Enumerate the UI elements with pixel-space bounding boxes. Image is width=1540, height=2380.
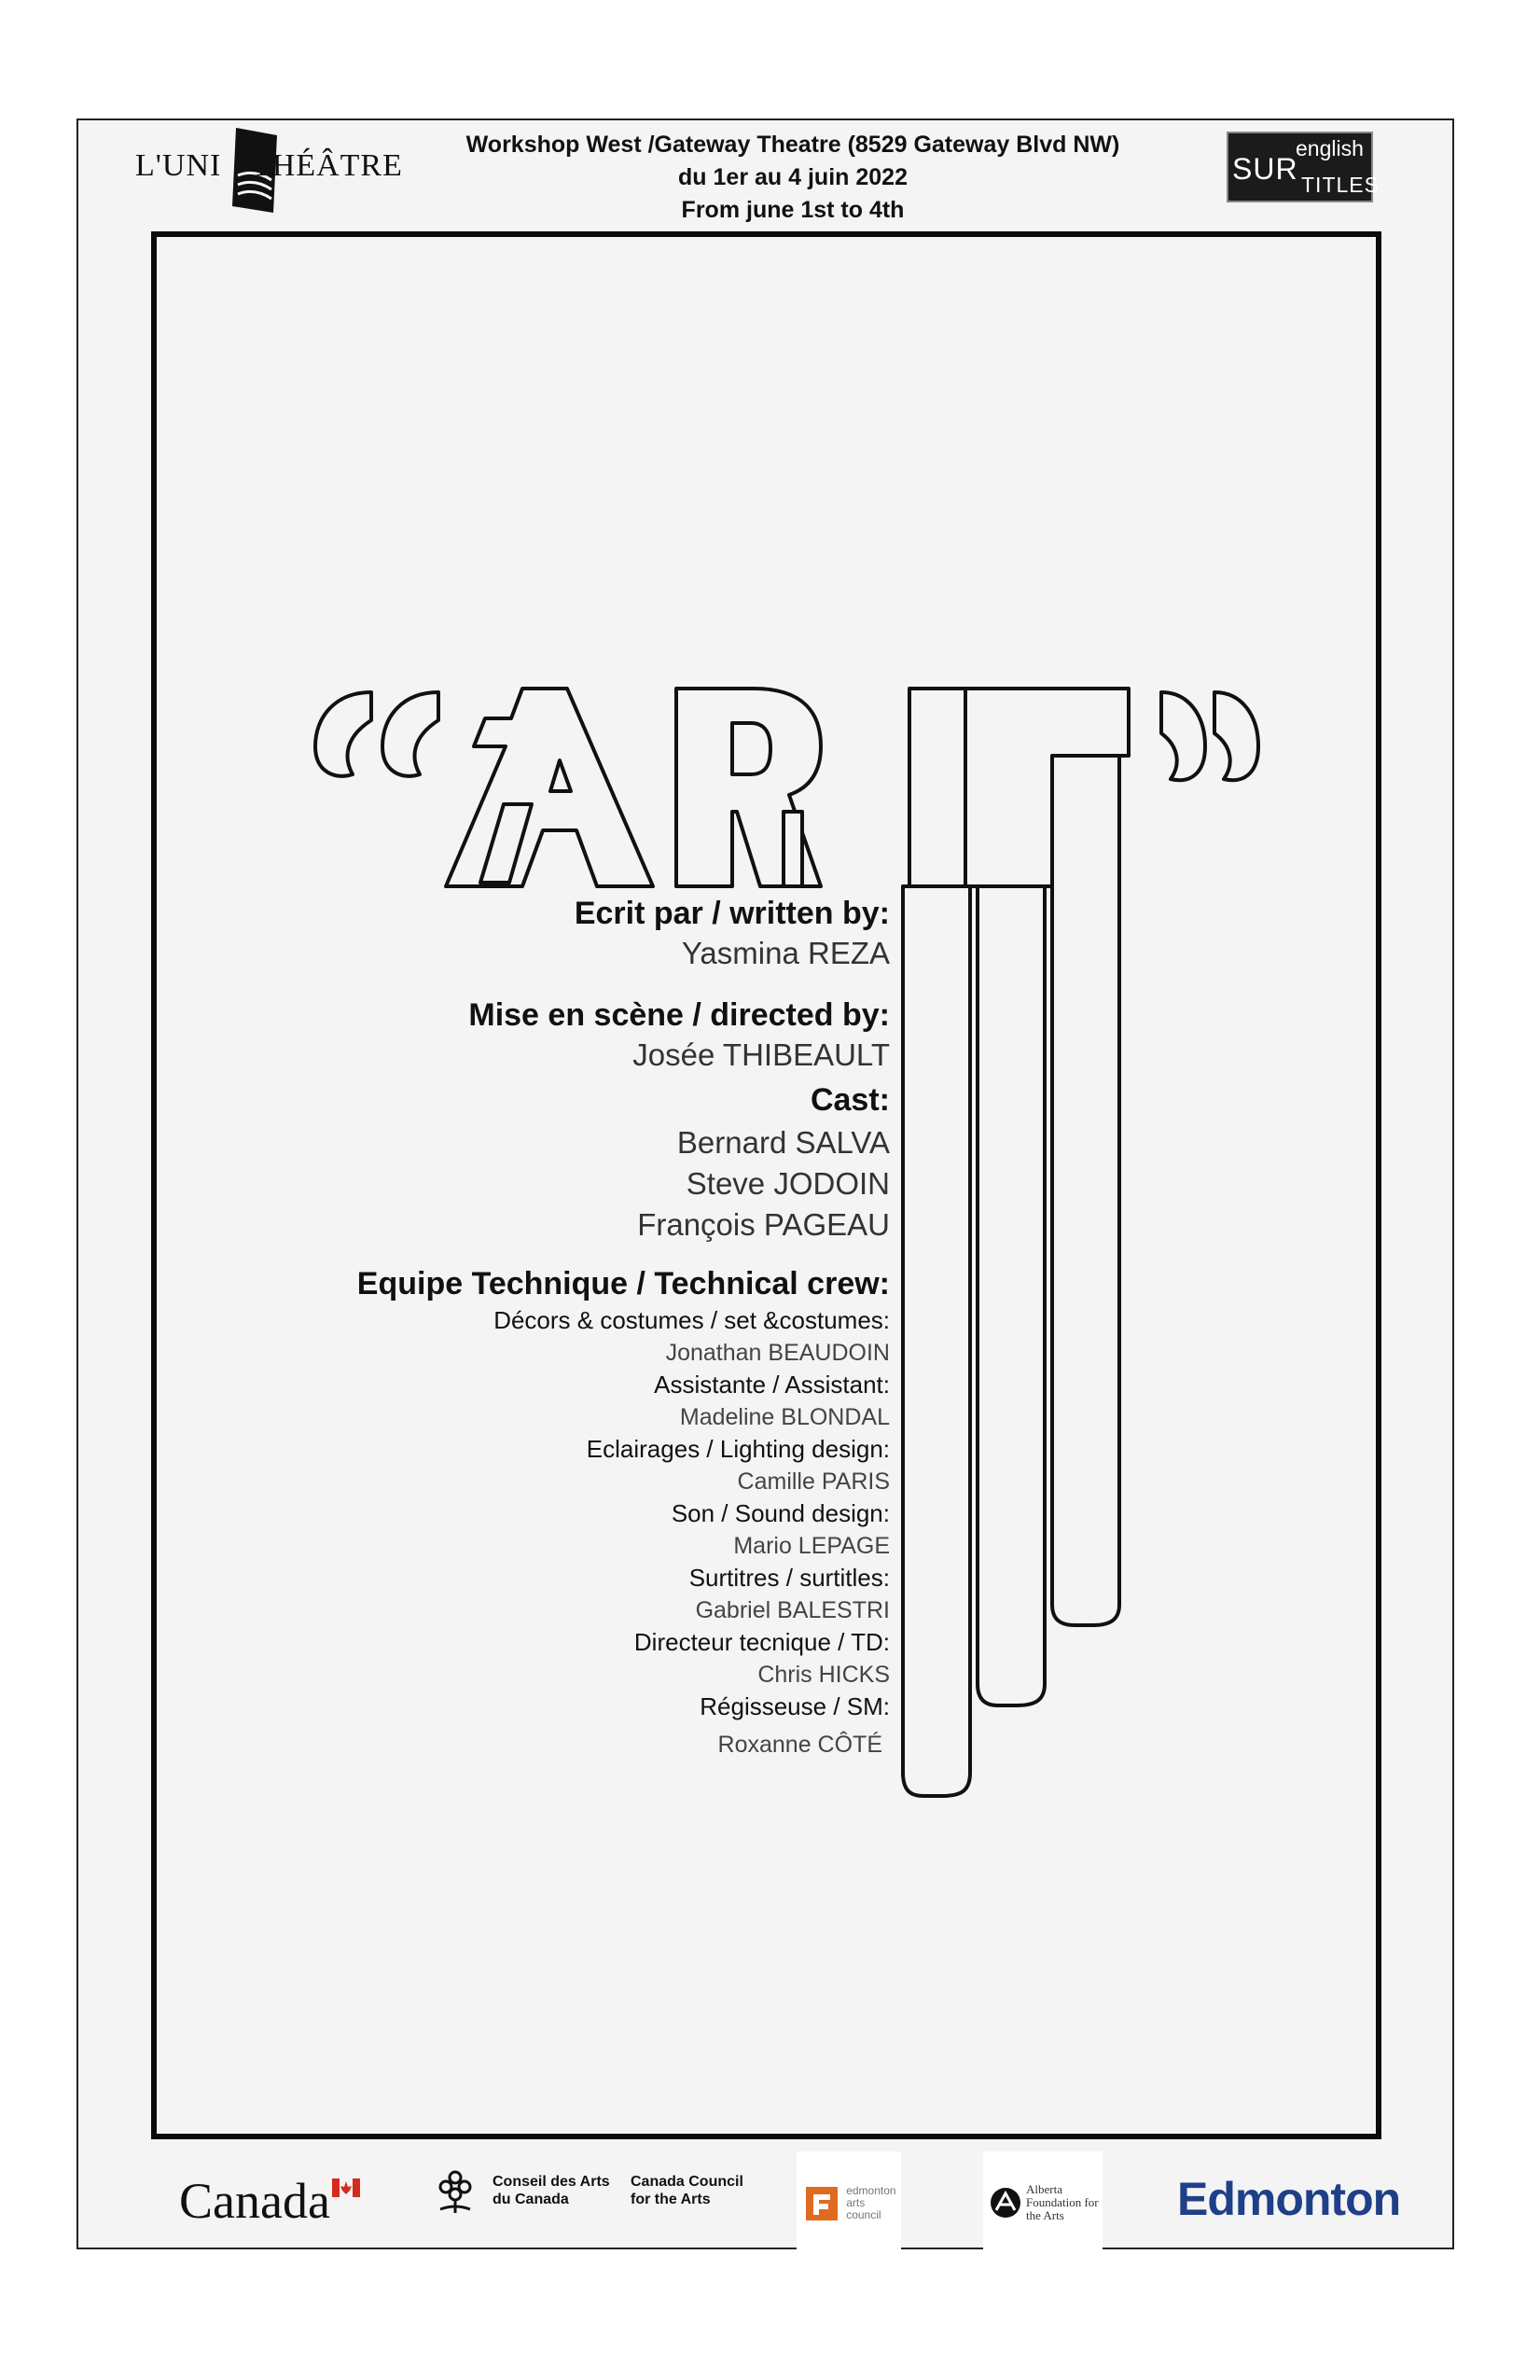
crew-name: Madeline BLONDAL (679, 1403, 890, 1430)
date-fr: du 1er au 4 juin 2022 (678, 164, 908, 190)
conseil-fr-text: Conseil des Arts du Canada (493, 2174, 610, 2207)
crew-name: Camille PARIS (737, 1468, 890, 1495)
crew-role: Régisseuse / SM: (700, 1692, 890, 1720)
credits-block (50, 896, 890, 1761)
crew-name: Jonathan BEAUDOIN (665, 1339, 890, 1366)
sponsor-bar (76, 2153, 1454, 2247)
directed-by-heading: Mise en scène / directed by: (468, 997, 890, 1033)
crew-name: Mario LEPAGE (733, 1532, 890, 1559)
afa-text: Alberta Foundation for the Arts (1026, 2182, 1099, 2222)
written-by-name: Yasmina REZA (681, 936, 890, 970)
canada-text: Canada (179, 2173, 330, 2229)
canada-council-logo (431, 2166, 752, 2215)
crew-role: Décors & costumes / set &costumes: (493, 1306, 890, 1334)
cast-heading: Cast: (810, 1082, 890, 1118)
edmonton-logo (1177, 2172, 1400, 2226)
surtitles-sur: SUR (1232, 152, 1298, 186)
venue-info (410, 129, 1175, 227)
written-by-heading: Ecrit par / written by: (574, 896, 890, 931)
edmonton-arts-council-logo (797, 2151, 901, 2254)
eac-icon (804, 2181, 840, 2224)
alberta-foundation-logo (983, 2151, 1103, 2254)
eac-text: edmonton arts council (846, 2183, 896, 2221)
cast-member: Bernard SALVA (676, 1125, 890, 1160)
date-en: From june 1st to 4th (681, 197, 905, 223)
surtitles-badge (1227, 132, 1380, 202)
canada-flag-icon (332, 2178, 360, 2197)
crew-name: Gabriel BALESTRI (695, 1596, 890, 1623)
cast-member: Steve JODOIN (686, 1166, 890, 1201)
cast-member: François PAGEAU (637, 1207, 890, 1242)
conseil-en-text: Canada Council for the Arts (631, 2174, 743, 2207)
afa-icon (989, 2186, 1022, 2220)
canada-wordmark (179, 2172, 360, 2230)
crew-role: Directeur tecnique / TD: (633, 1628, 890, 1656)
canada-council-icon (431, 2166, 479, 2215)
edmonton-text: Edmonton (1177, 2173, 1401, 2225)
crew-name: Chris HICKS (757, 1661, 890, 1688)
crew-role: Assistante / Assistant: (654, 1371, 890, 1399)
surtitles-english: english (1296, 136, 1364, 160)
directed-by-name: Josée THIBEAULT (632, 1037, 890, 1072)
logo-text-right: THÉÂTRE (252, 148, 403, 183)
crew-role: Son / Sound design: (671, 1499, 890, 1527)
logo-text-left: L'UNI (135, 148, 222, 183)
crew-name: Roxanne CÔTÉ (717, 1731, 882, 1758)
uni-theatre-logo (135, 124, 410, 217)
venue-line: Workshop West /Gateway Theatre (8529 Gateway Blvd NW) (465, 132, 1120, 158)
crew-role: Surtitres / surtitles: (688, 1564, 890, 1592)
crew-heading: Equipe Technique / Technical crew: (356, 1266, 890, 1301)
surtitles-titles: TITLES (1301, 173, 1380, 197)
crew-role: Eclairages / Lighting design: (586, 1435, 890, 1463)
